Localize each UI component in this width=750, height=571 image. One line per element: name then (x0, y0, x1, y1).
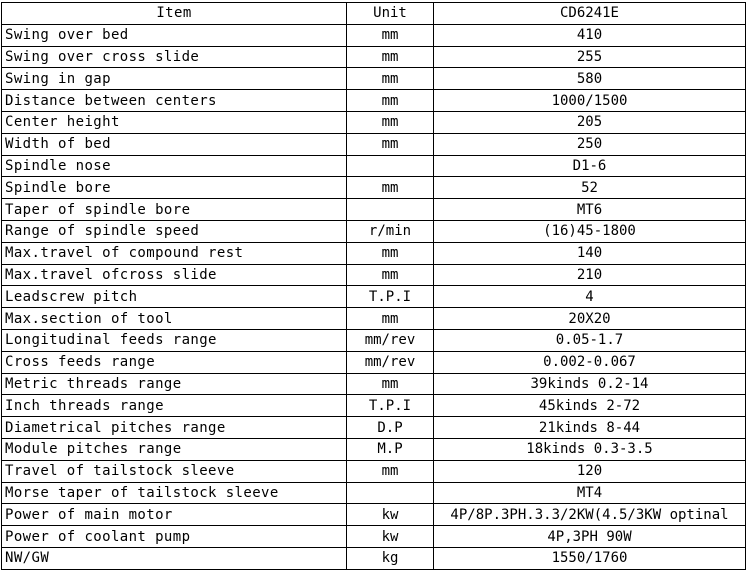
row-unit: kg (347, 547, 434, 569)
row-unit: mm (347, 90, 434, 112)
row-unit: r/min (347, 220, 434, 242)
row-value: 210 (434, 264, 746, 286)
header-unit: Unit (347, 3, 434, 25)
row-unit: kw (347, 504, 434, 526)
row-unit: M.P (347, 438, 434, 460)
table-row (2, 24, 746, 46)
row-value: 21kinds 8-44 (434, 417, 746, 439)
table-row (2, 547, 746, 569)
row-unit: T.P.I (347, 395, 434, 417)
table-row (2, 351, 746, 373)
row-unit: T.P.I (347, 286, 434, 308)
row-value: 205 (434, 111, 746, 133)
table-row (2, 329, 746, 351)
header-model: CD6241E (434, 3, 746, 25)
header-item: Item (2, 3, 347, 25)
row-item: Range of spindle speed (2, 220, 347, 242)
table-row (2, 373, 746, 395)
table-row (2, 199, 746, 221)
table-row (2, 177, 746, 199)
table-row (2, 504, 746, 526)
row-value: 0.002-0.067 (434, 351, 746, 373)
row-item: Width of bed (2, 133, 347, 155)
row-item: Distance between centers (2, 90, 347, 112)
row-value: 140 (434, 242, 746, 264)
row-unit: mm/rev (347, 351, 434, 373)
row-value: 20X20 (434, 308, 746, 330)
row-item: Inch threads range (2, 395, 347, 417)
row-unit: mm (347, 308, 434, 330)
table-row (2, 242, 746, 264)
row-value: 255 (434, 46, 746, 68)
table-row (2, 308, 746, 330)
row-item: Diametrical pitches range (2, 417, 347, 439)
table-row (2, 526, 746, 548)
row-unit (347, 199, 434, 221)
row-unit: kw (347, 526, 434, 548)
row-value: 4P,3PH 90W (434, 526, 746, 548)
table-row (2, 438, 746, 460)
row-item: Max.section of tool (2, 308, 347, 330)
row-value: 0.05-1.7 (434, 329, 746, 351)
row-value: (16)45-1800 (434, 220, 746, 242)
row-value: 250 (434, 133, 746, 155)
row-item: Swing over bed (2, 24, 347, 46)
row-value: 45kinds 2-72 (434, 395, 746, 417)
row-value: 52 (434, 177, 746, 199)
row-value: MT4 (434, 482, 746, 504)
row-value: 1550/1760 (434, 547, 746, 569)
table-row (2, 286, 746, 308)
row-item: Center height (2, 111, 347, 133)
row-item: Taper of spindle bore (2, 199, 347, 221)
row-unit (347, 482, 434, 504)
row-value: 1000/1500 (434, 90, 746, 112)
header-row (2, 3, 746, 25)
table-row (2, 264, 746, 286)
row-unit: mm (347, 242, 434, 264)
row-item: Travel of tailstock sleeve (2, 460, 347, 482)
row-unit: mm (347, 24, 434, 46)
row-value: 4 (434, 286, 746, 308)
table-row (2, 395, 746, 417)
row-item: Cross feeds range (2, 351, 347, 373)
row-item: Morse taper of tailstock sleeve (2, 482, 347, 504)
table-row (2, 46, 746, 68)
row-unit: mm (347, 46, 434, 68)
row-item: Power of main motor (2, 504, 347, 526)
row-unit: mm/rev (347, 329, 434, 351)
table-row (2, 68, 746, 90)
row-value: 120 (434, 460, 746, 482)
row-value: MT6 (434, 199, 746, 221)
row-item: Max.travel of compound rest (2, 242, 347, 264)
table-row (2, 482, 746, 504)
row-value: 410 (434, 24, 746, 46)
row-item: Power of coolant pump (2, 526, 347, 548)
row-item: Metric threads range (2, 373, 347, 395)
row-unit: mm (347, 68, 434, 90)
row-unit (347, 155, 434, 177)
row-item: Swing over cross slide (2, 46, 347, 68)
row-unit: mm (347, 111, 434, 133)
row-unit: D.P (347, 417, 434, 439)
table-row (2, 90, 746, 112)
row-item: Max.travel ofcross slide (2, 264, 347, 286)
row-item: Swing in gap (2, 68, 347, 90)
row-unit: mm (347, 133, 434, 155)
table-row (2, 155, 746, 177)
row-unit: mm (347, 373, 434, 395)
table-row (2, 133, 746, 155)
row-value: 580 (434, 68, 746, 90)
row-item: Longitudinal feeds range (2, 329, 347, 351)
row-unit: mm (347, 264, 434, 286)
table-row (2, 460, 746, 482)
row-item: Spindle bore (2, 177, 347, 199)
row-item: Leadscrew pitch (2, 286, 347, 308)
row-unit: mm (347, 177, 434, 199)
row-unit: mm (347, 460, 434, 482)
row-value: 39kinds 0.2-14 (434, 373, 746, 395)
row-item: Spindle nose (2, 155, 347, 177)
row-value: 4P/8P.3PH.3.3/2KW(4.5/3KW optinal (434, 504, 746, 526)
spec-table (1, 2, 746, 570)
row-value: 18kinds 0.3-3.5 (434, 438, 746, 460)
table-row (2, 111, 746, 133)
row-value: D1-6 (434, 155, 746, 177)
table-row (2, 417, 746, 439)
row-item: Module pitches range (2, 438, 347, 460)
table-row (2, 220, 746, 242)
row-item: NW/GW (2, 547, 347, 569)
